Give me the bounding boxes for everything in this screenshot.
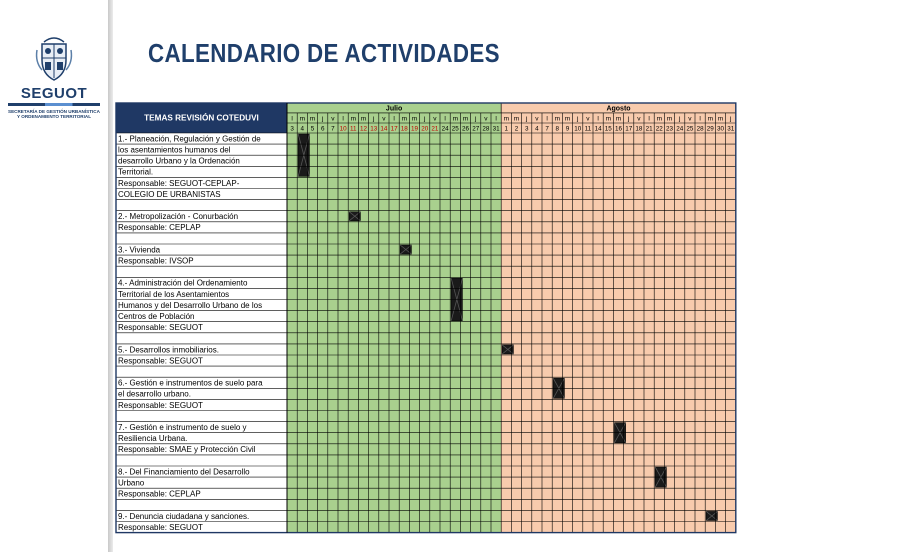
day-number: 12 <box>359 125 368 133</box>
day-number: 25 <box>451 125 459 133</box>
day-number: 10 <box>574 125 582 133</box>
topic-row-label: 8.- Del Financiamiento del Desarrollo <box>118 467 250 477</box>
weekday-label: m <box>554 115 561 123</box>
weekday-label: l <box>597 115 599 123</box>
topic-row-label: los asentamientos humanos del <box>118 145 231 155</box>
month-name: Agosto <box>606 105 631 113</box>
topic-row-label: Responsable: SEGUOT <box>118 522 203 532</box>
topic-row-label: Responsable: SMAE y Protección Civil <box>118 445 256 455</box>
weekday-label: m <box>656 115 663 123</box>
weekday-label: l <box>495 115 497 123</box>
day-number: 20 <box>421 125 429 133</box>
day-number: 24 <box>441 125 449 133</box>
weekday-label: j <box>372 115 375 123</box>
day-number: 29 <box>706 125 714 133</box>
day-number: 14 <box>594 125 602 133</box>
weekday-label: v <box>484 115 488 123</box>
day-number: 9 <box>565 125 570 133</box>
topic-row-label: desarrollo Urbano y la Ordenación <box>118 156 240 166</box>
topic-row-label: Responsable: SEGUOT <box>118 323 203 333</box>
weekday-label: m <box>299 115 306 123</box>
weekday-label: m <box>605 115 612 123</box>
weekday-label: j <box>474 115 477 123</box>
topic-row-label: 2.- Metropolización - Conurbación <box>118 212 239 222</box>
day-number: 6 <box>320 125 325 133</box>
weekday-label: l <box>648 115 650 123</box>
weekday-label: j <box>423 115 426 123</box>
topic-row-label: Resiliencia Urbana. <box>118 434 188 444</box>
weekday-label: v <box>637 115 641 123</box>
day-number: 10 <box>339 125 347 133</box>
topic-row-label: 3.- Vivienda <box>118 245 161 255</box>
topic-row-label: 9.- Denuncia ciudadana y sanciones. <box>118 511 250 521</box>
topic-row-label: Centros de Población <box>118 312 195 321</box>
weekday-label: m <box>666 115 673 123</box>
day-number: 4 <box>535 125 539 133</box>
topic-row-label: Responsable: SEGUOT-CEPLAP- <box>118 178 240 188</box>
weekday-label: l <box>546 115 548 123</box>
day-number: 30 <box>716 125 725 133</box>
day-number: 4 <box>300 125 305 133</box>
day-number: 8 <box>555 125 560 133</box>
weekday-label: l <box>291 115 293 123</box>
weekday-label: m <box>401 115 408 123</box>
day-number: 7 <box>331 125 335 133</box>
day-number: 13 <box>370 125 378 133</box>
day-number: 7 <box>545 125 549 133</box>
day-number: 27 <box>472 125 480 133</box>
topic-row-label: 7.- Gestión e instrumento de suelo y <box>118 423 247 432</box>
day-number: 3 <box>524 125 529 133</box>
day-number: 18 <box>635 125 643 133</box>
topic-row-label: Urbano <box>118 478 145 488</box>
topic-row-label: Responsable: IVSOP <box>118 256 194 266</box>
brand-subtitle-line-1: SECRETARÍA DE GESTIÓN URBANÍSTICA <box>8 109 100 114</box>
day-number: 16 <box>614 125 623 133</box>
day-number: 11 <box>350 125 357 133</box>
weekday-label: m <box>513 115 520 123</box>
weekday-label: l <box>444 115 446 123</box>
day-number: 14 <box>380 125 388 133</box>
weekday-label: m <box>707 115 714 123</box>
weekday-label: j <box>321 115 324 123</box>
day-number: 22 <box>655 125 663 133</box>
day-number: 2 <box>514 125 519 133</box>
topic-row-label: 5.- Desarrollos inmobiliarios. <box>118 345 219 355</box>
weekday-label: m <box>503 115 510 123</box>
weekday-label: m <box>360 115 367 123</box>
day-number: 28 <box>696 125 704 133</box>
weekday-label: m <box>564 115 571 123</box>
day-number: 15 <box>604 125 612 133</box>
weekday-label: m <box>350 115 357 123</box>
weekday-label: j <box>576 115 579 123</box>
day-number: 21 <box>431 125 439 133</box>
weekday-label: v <box>688 115 692 123</box>
weekday-label: j <box>678 115 681 123</box>
day-number: 17 <box>390 125 398 133</box>
weekday-label: v <box>586 115 590 123</box>
day-number: 19 <box>410 125 419 133</box>
day-number: 1 <box>504 125 509 133</box>
weekday-label: v <box>382 115 386 123</box>
topic-row-label: Responsable: CEPLAP <box>118 489 201 499</box>
topics-header-title: TEMAS REVISIÓN COTEDUVI <box>144 113 259 123</box>
topic-row-label: Humanos y del Desarrollo Urbano de los <box>118 300 263 310</box>
topic-row-label: Responsable: SEGUOT <box>118 356 203 366</box>
day-number: 31 <box>727 125 735 133</box>
weekday-label: v <box>433 115 437 123</box>
month-name: Julio <box>385 105 403 113</box>
brand-subtitle-line-2: Y ORDENAMIENTO TERRITORIAL <box>16 114 91 120</box>
weekday-label: m <box>309 115 316 123</box>
month-band-1 <box>501 113 736 533</box>
day-number: 26 <box>461 125 470 133</box>
day-number: 25 <box>686 125 694 133</box>
day-number: 31 <box>492 125 500 133</box>
day-number: 3 <box>290 125 294 133</box>
weekday-label: l <box>393 115 395 123</box>
day-number: 28 <box>482 125 490 133</box>
weekday-label: m <box>411 115 418 123</box>
day-number: 21 <box>645 125 653 133</box>
weekday-label: m <box>615 115 622 123</box>
weekday-label: v <box>331 115 335 123</box>
topic-row-label: Responsable: SEGUOT <box>118 400 203 410</box>
topic-row-label: Territorial de los Asentamientos <box>118 289 230 299</box>
weekday-label: m <box>462 115 469 123</box>
day-number: 11 <box>584 125 592 133</box>
weekday-label: j <box>627 115 630 123</box>
weekday-label: v <box>535 115 539 123</box>
day-number: 5 <box>310 125 315 133</box>
topic-row-label: 1.- Planeación, Regulación y Gestión de <box>118 134 261 144</box>
topic-row-label: Territorial. <box>118 167 154 177</box>
weekday-label: j <box>525 115 528 123</box>
day-number: 17 <box>625 125 633 133</box>
topic-row-label: Responsable: CEPLAP <box>118 223 201 233</box>
weekday-label: l <box>342 115 344 123</box>
day-number: 18 <box>400 125 408 133</box>
month-band-0 <box>287 113 501 533</box>
brand-name: SEGUOT <box>20 85 88 102</box>
topic-row-label: 6.- Gestión e instrumentos de suelo para <box>118 378 263 388</box>
topic-row-label: COLEGIO DE URBANISTAS <box>118 189 221 199</box>
day-number: 24 <box>676 125 684 133</box>
weekday-label: m <box>717 115 724 123</box>
topic-row-label: el desarrollo urbano. <box>118 389 191 399</box>
day-number: 23 <box>665 125 674 133</box>
weekday-label: j <box>729 115 732 123</box>
weekday-label: l <box>699 115 701 123</box>
topic-row-label: 4.- Administración del Ordenamiento <box>118 278 248 288</box>
weekday-label: m <box>452 115 459 123</box>
page-title: CALENDARIO DE ACTIVIDADES <box>148 38 500 68</box>
